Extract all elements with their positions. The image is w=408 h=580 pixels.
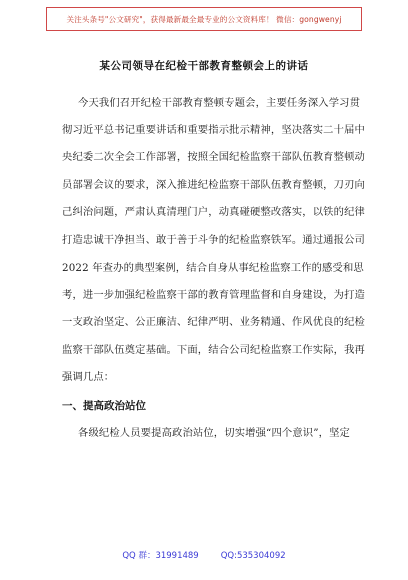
paragraph-line: 考，进一步加强纪检监察干部的教育管理监督和自身建设，为打造 (62, 289, 365, 301)
paragraph-line: 2022 年查办的典型案例，结合自身从事纪检监察工作的感受和思 (62, 262, 364, 274)
paragraph-line: 各级纪检人员要提高政治站位，切实增强“四个意识”，坚定 (78, 427, 350, 439)
footer-qq-group: QQ 群：31991489 (122, 551, 199, 561)
promo-banner-text: 关注头条号"公文研究"，获得最新最全最专业的公文资料库！ 微信：gongwenyj (66, 14, 342, 24)
paragraph-line: 监察干部队伍奠定基础。下面，结合公司纪检监察工作实际，我再 (62, 344, 365, 356)
paragraph-line: 今天我们召开纪检干部教育整顿专题会，主要任务深入学习贯 (78, 97, 361, 109)
paragraph-line: 己纠治问题，严肃认真清理门户，动真碰硬整改落实，以铁的纪律 (62, 206, 365, 218)
paragraph-line: 彻习近平总书记重要讲话和重要指示批示精神，坚决落实二十届中 (62, 124, 365, 136)
paragraph-line: 一支政治坚定、公正廉洁、纪律严明、业务精通、作风优良的纪检 (62, 316, 365, 328)
paragraph-line: 央纪委二次全会工作部署，按照全国纪检监察干部队伍教育整顿动 (62, 151, 365, 163)
paragraph-line: 员部署会议的要求，深入推进纪检监察干部队伍教育整顿，刀刃向 (62, 179, 365, 191)
paragraph-line: 强调几点： (62, 371, 115, 383)
section-heading: 一、提高政治站位 (62, 400, 146, 412)
document-title: 某公司领导在纪检干部教育整顿会上的讲话 (99, 60, 309, 72)
paragraph-line: 打造忠诚干净担当、敢于善于斗争的纪检监察铁军。通过通报公司 (62, 234, 365, 246)
footer-contact (0, 549, 408, 561)
footer-qq-id: QQ:535304092 (220, 551, 286, 561)
promo-banner (46, 7, 362, 31)
